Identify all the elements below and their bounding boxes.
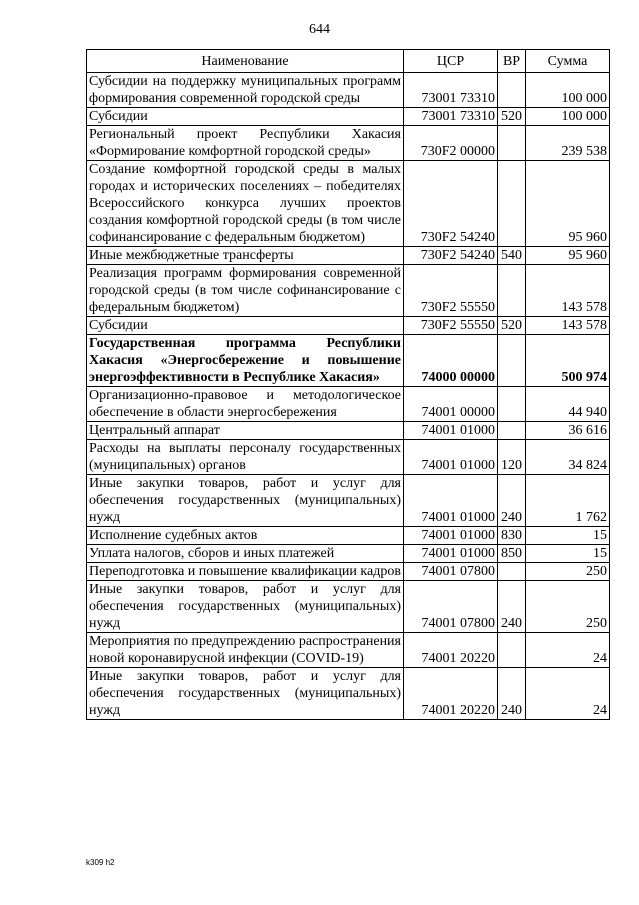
row-sum: 24 (526, 668, 610, 720)
row-sum: 44 940 (526, 387, 610, 422)
row-vr-code (498, 422, 526, 440)
row-sum: 500 974 (526, 335, 610, 387)
row-name: Расходы на выплаты персоналу государственных (муниципальных) органов (87, 440, 404, 475)
row-name: Организационно-правовое и методологическое обеспечение в области энергосбережения (87, 387, 404, 422)
row-name: Субсидии (87, 108, 404, 126)
row-sum: 1 762 (526, 475, 610, 527)
header-csr: ЦСР (404, 50, 498, 73)
table-row (87, 387, 610, 422)
row-name: Создание комфортной городской среды в малых городах и исторических поселениях – победителях Всероссийского конкурса лучших проектов создания комфортной городской среды (в том числе софинансирование с федеральным бюджетом) (87, 161, 404, 247)
row-name: Исполнение судебных актов (87, 527, 404, 545)
row-csr-code: 74001 20220 (404, 668, 498, 720)
header-name: Наименование (87, 50, 404, 73)
row-name: Центральный аппарат (87, 422, 404, 440)
row-csr-code: 73001 73310 (404, 108, 498, 126)
row-sum: 36 616 (526, 422, 610, 440)
table-row (87, 440, 610, 475)
row-csr-code: 730F2 54240 (404, 247, 498, 265)
page-number: 644 (309, 22, 330, 37)
row-vr-code (498, 563, 526, 581)
row-name: Уплата налогов, сборов и иных платежей (87, 545, 404, 563)
row-name: Иные межбюджетные трансферты (87, 247, 404, 265)
table-row (87, 73, 610, 108)
row-name: Иные закупки товаров, работ и услуг для обеспечения государственных (муниципальных) нужд (87, 475, 404, 527)
row-name: Реализация программ формирования современной городской среды (в том числе софинансирование с федеральным бюджетом) (87, 265, 404, 317)
table-row (87, 475, 610, 527)
row-vr-code: 120 (498, 440, 526, 475)
row-sum: 100 000 (526, 108, 610, 126)
table-row (87, 265, 610, 317)
row-sum: 250 (526, 563, 610, 581)
row-vr-code: 520 (498, 317, 526, 335)
table-row (87, 247, 610, 265)
row-csr-code: 73001 73310 (404, 73, 498, 108)
row-name: Субсидии на поддержку муниципальных программ формирования современной городской среды (87, 73, 404, 108)
header-row (87, 50, 610, 73)
row-name: Иные закупки товаров, работ и услуг для обеспечения государственных (муниципальных) нужд (87, 581, 404, 633)
row-csr-code: 74001 01000 (404, 545, 498, 563)
row-csr-code: 74001 00000 (404, 387, 498, 422)
table-row (87, 668, 610, 720)
row-vr-code: 850 (498, 545, 526, 563)
row-vr-code (498, 161, 526, 247)
row-vr-code: 540 (498, 247, 526, 265)
row-sum: 15 (526, 545, 610, 563)
row-vr-code (498, 126, 526, 161)
row-sum: 95 960 (526, 161, 610, 247)
row-csr-code: 74001 01000 (404, 440, 498, 475)
row-csr-code: 74001 20220 (404, 633, 498, 668)
table-row (87, 545, 610, 563)
row-sum: 34 824 (526, 440, 610, 475)
table-row (87, 317, 610, 335)
row-csr-code: 74001 01000 (404, 527, 498, 545)
row-sum: 100 000 (526, 73, 610, 108)
row-sum: 24 (526, 633, 610, 668)
row-vr-code: 240 (498, 668, 526, 720)
table-row (87, 563, 610, 581)
table-row (87, 581, 610, 633)
table-row (87, 335, 610, 387)
footer-code: k309 h2 (86, 858, 115, 867)
row-csr-code: 74000 00000 (404, 335, 498, 387)
table-row (87, 161, 610, 247)
row-vr-code (498, 335, 526, 387)
row-csr-code: 74001 01000 (404, 422, 498, 440)
row-vr-code (498, 73, 526, 108)
table-row (87, 108, 610, 126)
table-row (87, 126, 610, 161)
table-row (87, 527, 610, 545)
row-sum: 143 578 (526, 265, 610, 317)
row-sum: 239 538 (526, 126, 610, 161)
row-name: Субсидии (87, 317, 404, 335)
row-csr-code: 74001 07800 (404, 581, 498, 633)
row-name: Государственная программа Республики Хакасия «Энергосбережение и повышение энергоэффективности в Республике Хакасия» (87, 335, 404, 387)
row-sum: 95 960 (526, 247, 610, 265)
row-name: Региональный проект Республики Хакасия «Формирование комфортной городской среды» (87, 126, 404, 161)
table-row (87, 633, 610, 668)
header-sum: Сумма (526, 50, 610, 73)
row-vr-code: 830 (498, 527, 526, 545)
row-sum: 143 578 (526, 317, 610, 335)
row-sum: 15 (526, 527, 610, 545)
row-csr-code: 730F2 00000 (404, 126, 498, 161)
table-row (87, 422, 610, 440)
row-name: Переподготовка и повышение квалификации кадров (87, 563, 404, 581)
budget-table (86, 49, 610, 720)
row-vr-code (498, 387, 526, 422)
row-vr-code (498, 265, 526, 317)
row-vr-code (498, 633, 526, 668)
row-csr-code: 730F2 55550 (404, 317, 498, 335)
header-vr: ВР (498, 50, 526, 73)
row-sum: 250 (526, 581, 610, 633)
row-csr-code: 74001 01000 (404, 475, 498, 527)
row-csr-code: 730F2 54240 (404, 161, 498, 247)
row-csr-code: 74001 07800 (404, 563, 498, 581)
row-vr-code: 520 (498, 108, 526, 126)
row-name: Иные закупки товаров, работ и услуг для обеспечения государственных (муниципальных) нужд (87, 668, 404, 720)
row-name: Мероприятия по предупреждению распространения новой коронавирусной инфекции (COVID-19) (87, 633, 404, 668)
row-csr-code: 730F2 55550 (404, 265, 498, 317)
row-vr-code: 240 (498, 475, 526, 527)
row-vr-code: 240 (498, 581, 526, 633)
